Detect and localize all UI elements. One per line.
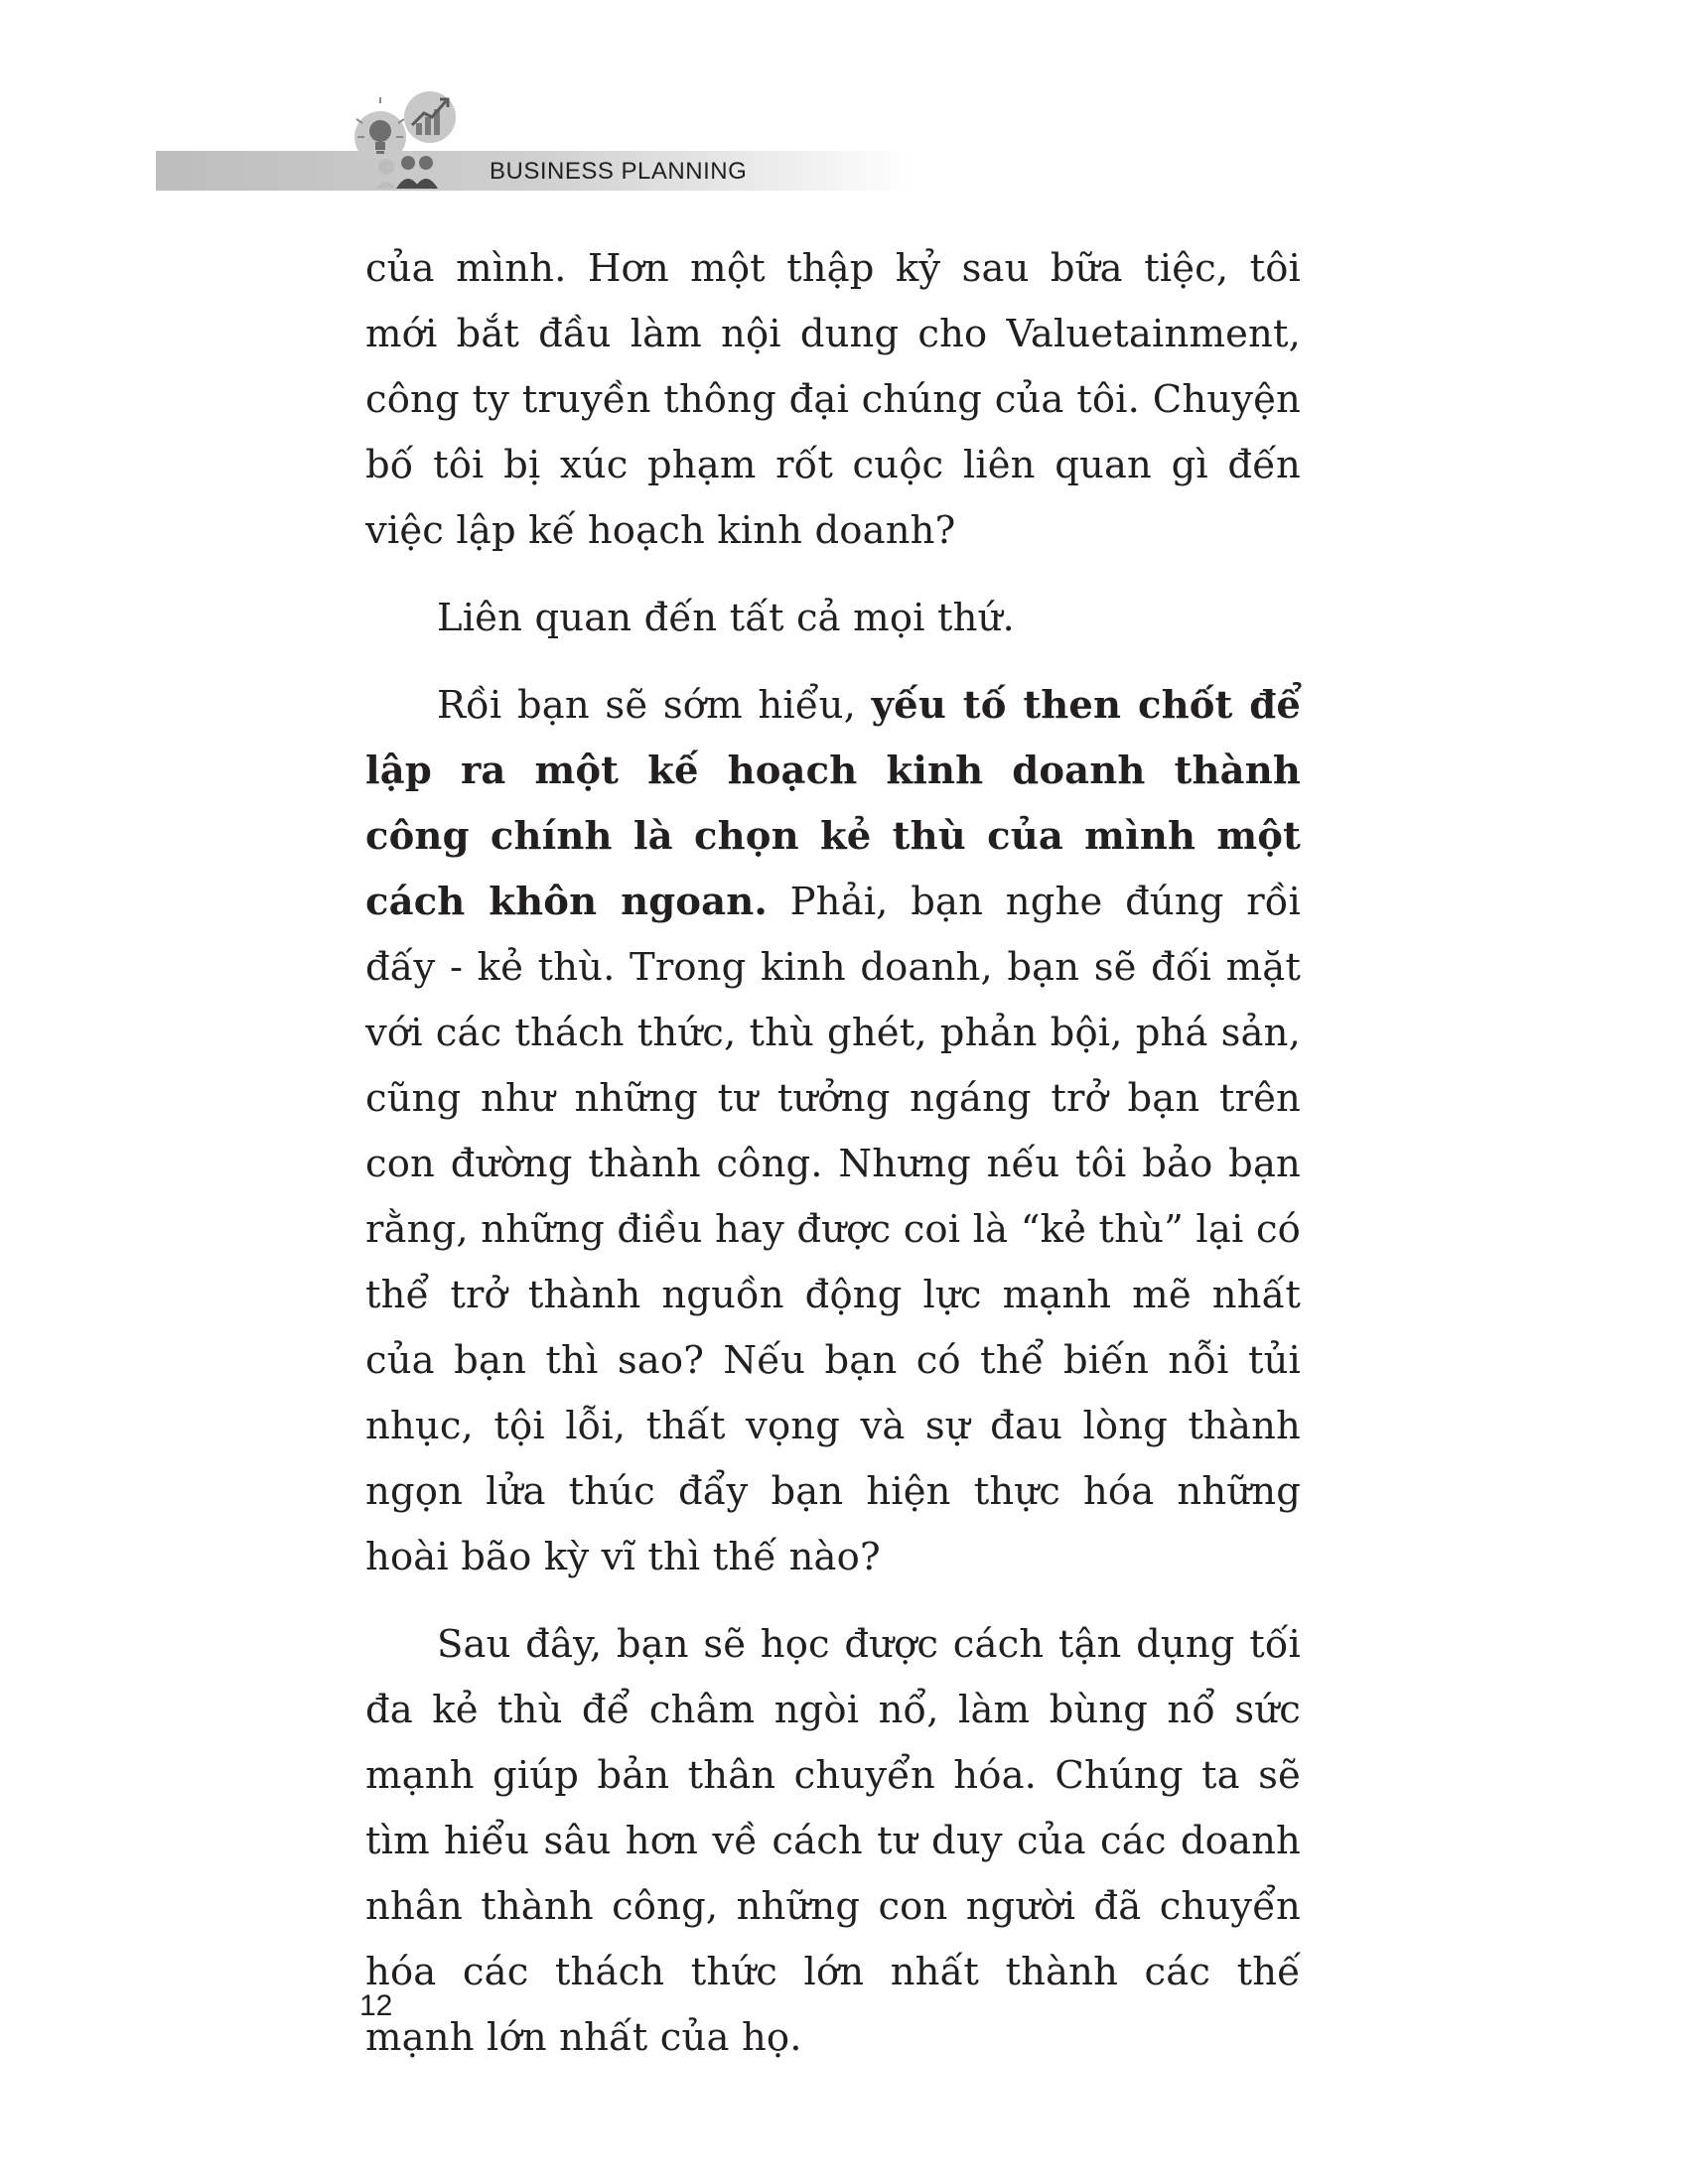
page-number: 12: [359, 1989, 393, 2022]
paragraph-3-rest: Phải, bạn nghe đúng rồi đấy - kẻ thù. Trong kinh doanh, bạn sẽ đối mặt với các thách thức, thù ghét, phản bội, phá sản, cũng như những tư tưởng ngáng trở bạn trên con đường thành công. Nhưng nếu tôi bảo bạn rằng, những điều hay được coi là “kẻ thù” lại có thể trở thành nguồn động lực mạnh mẽ nhất của bạn thì sao? Nếu bạn có thể biến nỗi tủi nhục, tội lỗi, thất vọng và sự đau lòng thành ngọn lửa thúc đẩy bạn hiện thực hóa những hoài bão kỳ vĩ thì thế nào?: [365, 880, 1301, 1579]
paragraph-3-lead: Rồi bạn sẽ sớm hiểu,: [437, 683, 872, 728]
paragraph-1: của mình. Hơn một thập kỷ sau bữa tiệc, tôi mới bắt đầu làm nội dung cho Valuetainment, công ty truyền thông đại chúng của tôi. Chuyện bố tôi bị xúc phạm rốt cuộc liên quan gì đến việc lập kế hoạch kinh doanh?: [365, 246, 1301, 553]
running-header: [0, 89, 1688, 199]
paragraph-4: Sau đây, bạn sẽ học được cách tận dụng tối đa kẻ thù để châm ngòi nổ, làm bùng nổ sức mạnh giúp bản thân chuyển hóa. Chúng ta sẽ tìm hiểu sâu hơn về cách tư duy của các doanh nhân thành công, những con người đã chuyển hóa các thách thức lớn nhất thành các thế mạnh lớn nhất của họ.: [365, 1622, 1301, 2060]
body-text: [365, 236, 1301, 2071]
paragraph-3-emphasis: yếu tố then chốt để lập ra một kế hoạch kinh doanh thành công chính là chọn kẻ thù của mình một cách khôn ngoan.: [365, 683, 1302, 924]
paragraph-2: Liên quan đến tất cả mọi thứ.: [437, 596, 1015, 640]
business-planning-logo-icon: [352, 89, 472, 199]
header-title: BUSINESS PLANNING: [490, 158, 748, 185]
paragraph-3: [365, 673, 1301, 1590]
